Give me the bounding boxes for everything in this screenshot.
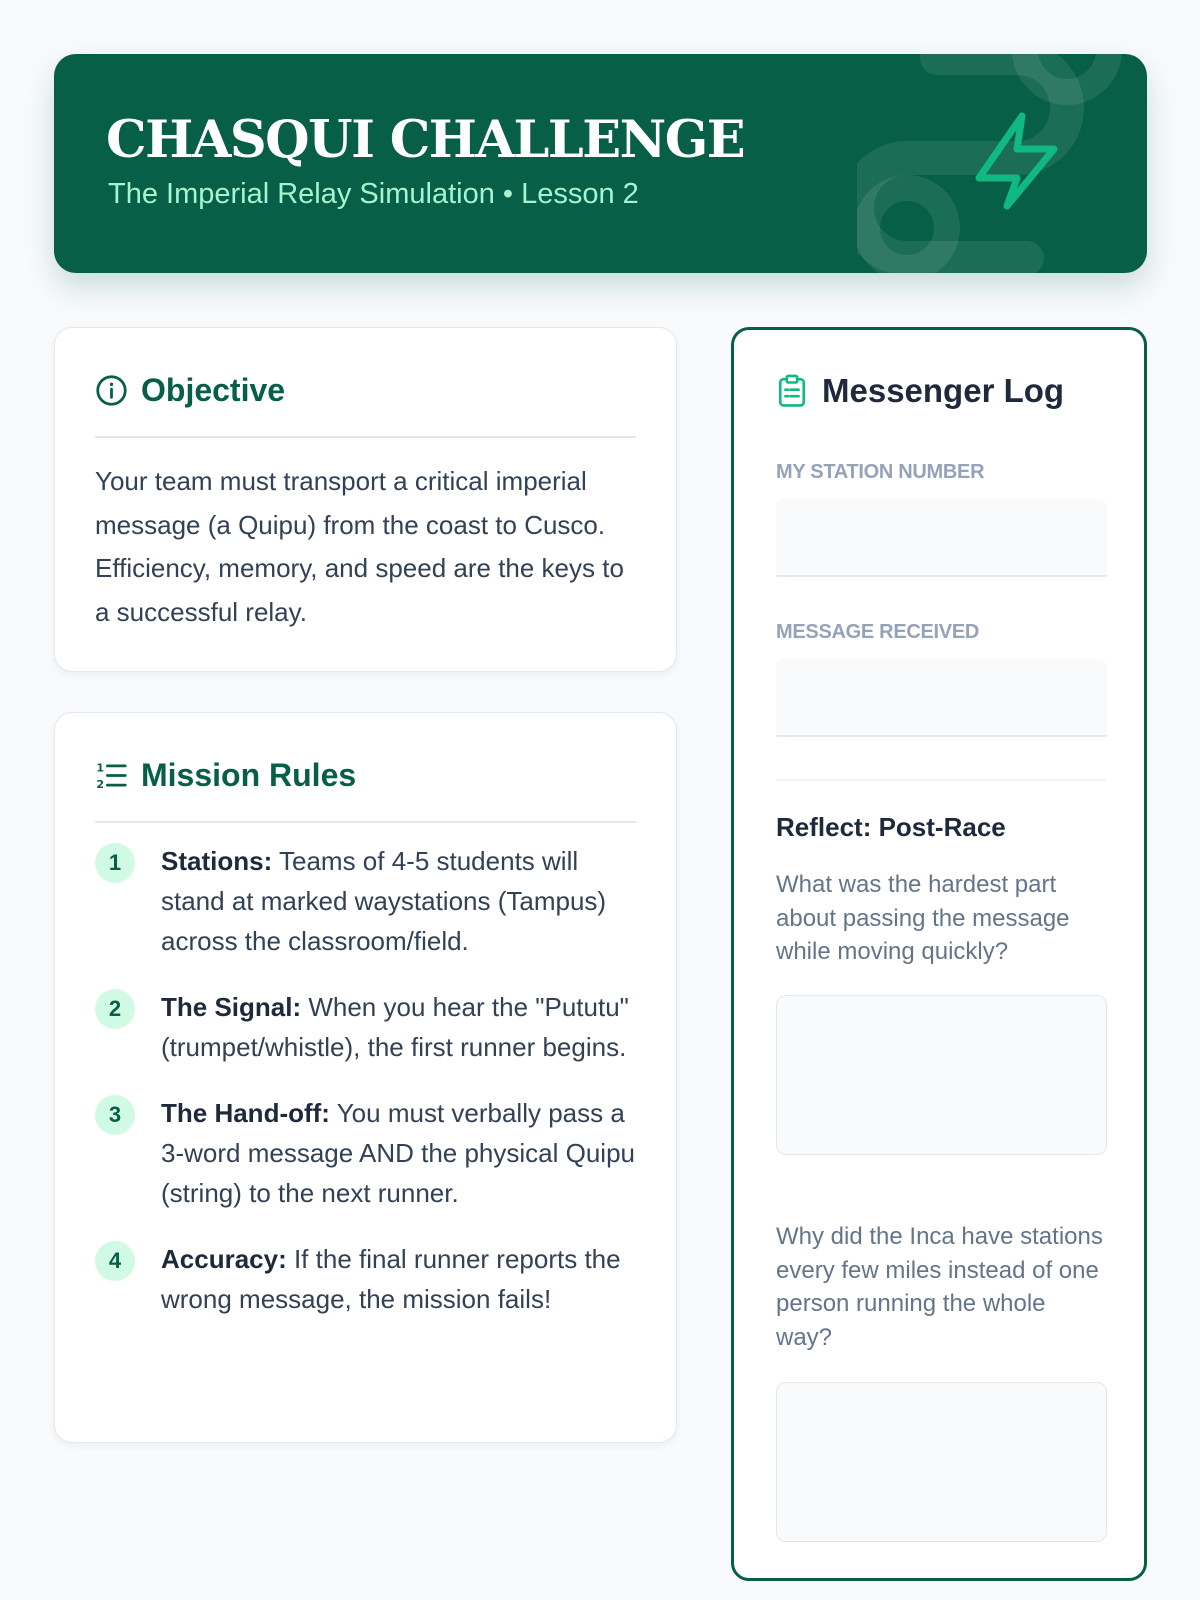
numbered-list-icon <box>95 759 128 792</box>
message-received-label: MESSAGE RECEIVED <box>776 621 980 643</box>
rule-lead: Stations: <box>161 846 273 876</box>
rule-item <box>95 987 645 1067</box>
page-subtitle: The Imperial Relay Simulation • Lesson 2 <box>108 178 639 210</box>
log-divider <box>776 779 1107 781</box>
messenger-log-heading <box>776 372 1064 410</box>
station-number-label: MY STATION NUMBER <box>776 461 985 483</box>
rule-text: Teams of 4-5 students will stand at marked waystations (Tampus) across the classroom/field. <box>161 846 607 956</box>
reflect-title: Reflect: Post-Race <box>776 812 1006 842</box>
reflection-question-2: Why did the Inca have stations every few miles instead of one person running the whole way? <box>776 1223 1103 1351</box>
rule-text: You must verbally pass a 3-word message AND the physical Quipu (string) to the next runner. <box>161 1098 636 1208</box>
rule-text: When you hear the "Pututu" (trumpet/whistle), the first runner begins. <box>161 992 629 1062</box>
rules-list <box>95 841 645 1345</box>
message-received-input[interactable] <box>776 659 1107 737</box>
rule-number-badge: 3 <box>95 1095 135 1135</box>
objective-text: Your team must transport a critical imperial message (a Quipu) from the coast to Cusco. Efficiency, memory, and speed are the keys to a successful relay. <box>95 466 624 627</box>
rule-lead: The Hand-off: <box>161 1098 330 1128</box>
rule-item <box>95 1239 645 1319</box>
mission-rules-heading <box>95 753 636 823</box>
messenger-log-card <box>731 327 1147 1581</box>
messenger-log-title: Messenger Log <box>822 372 1065 409</box>
objective-title: Objective <box>141 372 286 408</box>
svg-text:2: 2 <box>96 777 105 791</box>
reflection-answer-1[interactable] <box>776 995 1107 1155</box>
objective-card <box>54 327 677 672</box>
mission-rules-title: Mission Rules <box>141 757 357 793</box>
rule-number-badge: 2 <box>95 989 135 1029</box>
reflection-answer-2[interactable] <box>776 1382 1107 1542</box>
rule-number-badge: 1 <box>95 843 135 883</box>
rule-item <box>95 1093 645 1213</box>
station-number-input[interactable] <box>776 499 1107 577</box>
info-circle-icon <box>95 374 128 407</box>
page-title: CHASQUI CHALLENGE <box>106 110 745 170</box>
rule-item <box>95 841 645 961</box>
svg-text:1: 1 <box>96 761 105 775</box>
clipboard-icon <box>776 374 808 408</box>
reflection-question-1: What was the hardest part about passing the message while moving quickly? <box>776 871 1070 965</box>
rule-lead: The Signal: <box>161 992 302 1022</box>
relay-path-decoration <box>857 54 1147 273</box>
rule-text: If the final runner reports the wrong message, the mission fails! <box>161 1244 621 1314</box>
mission-rules-card <box>54 712 677 1443</box>
objective-heading <box>95 368 636 438</box>
header-banner <box>54 54 1147 273</box>
rule-lead: Accuracy: <box>161 1244 287 1274</box>
rule-number-badge: 4 <box>95 1241 135 1281</box>
